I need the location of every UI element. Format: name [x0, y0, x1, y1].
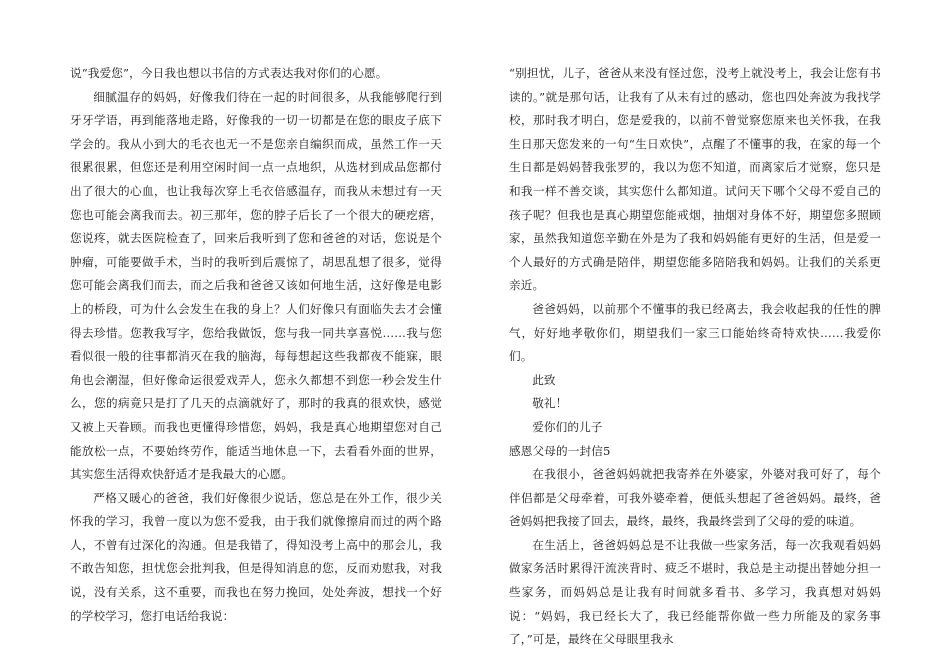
paragraph-housework: 在生活上，爸爸妈妈总是不让我做一些家务活，每一次我观看妈妈做家务活时累得汗流浃背时、疲乏不堪时，我总是主动提出替她分担一些家务，而妈妈总是让我有时间就多看书、多学习，我真想对妈妈说：“妈妈，我已经长大了，我已经能帮你做一些力所能及的家务事了，”可是，最终在父母眼里我永	[509, 537, 881, 647]
paragraph-mother: 细腻温存的妈妈，好像我们待在一起的时间很多，从我能够爬行到牙牙学语，再到能落地走路，好像我的一切一切都是在您的眼皮子底下学会的。我从小到大的毛衣也无一不是您亲自编织而成，虽然工作一天很累很累，但您还是利用空闲时间一点一点地织，从选材到成品您都付出了很大的心血，也让我每次穿上毛衣倍感温存，而我从未想过有一天您也可能会离我而去。初三那年，您的脖子后长了一个很大的硬疙瘩，您说疼，就去医院检查了，回来后我听到了您和爸爸的对话，您说是个肿瘤，可能要做手术，当时的我听到后震惊了，胡思乱想了很多，觉得您可能会离我们而去，而之后我和爸爸又该如何地生活，这好像是电影上的桥段，可为什么会发生在我的身上？人们好像只有面临失去才会懂得去珍惜。您教我写字，您给我做饭，您与我一同共享喜悦……我与您看似很一般的往事都消灭在我的脑海，每每想起这些我都夜不能寐，眼角也会潮湿，但好像命运很爱戏弄人，您永久都想不到您一秒会发生什么，您的病竟只是打了几天的点滴就好了，那时的我真的很欢快，感觉又被上天眷顾。而我也更懂得珍惜您，妈妈，我是真心地期望您对自己能放松一点，不要始终劳作，能适当地休息一下，去看看外面的世界，其实您生活得欢快舒适才是我最大的心愿。	[70, 89, 442, 482]
signature-line: 爱你们的儿子	[532, 419, 603, 434]
salutation-cizhi: 此致	[532, 372, 556, 387]
paragraph-childhood: 在我很小，爸爸妈妈就把我寄养在外婆家，外婆对我可好了，每个伴侣都是父母牵着，可我外婆牵着，便低头想起了爸爸妈妈。最终，爸爸妈妈把我接了回去，最终，最终，我最终尝到了父母的爱的味道。	[509, 467, 881, 529]
letter-heading: 感恩父母的一封信5	[509, 443, 611, 458]
salutation-jingli: 敬礼！	[532, 396, 568, 411]
paragraph-closing-statement: 爸爸妈妈，以前那个不懂事的我已经离去，我会收起我的任性的脾气，好好地孝敬你们，期望我们一家三口能始终奇特欢快……我爱你们。	[509, 301, 881, 364]
paragraph-father-continued: “别担忧，儿子，爸爸从来没有怪过您，没考上就没考上，我会让您有书读的。”就是那句话，让我有了从未有过的感动，您也四处奔波为我找学校，那时我才明白，您是爱我的，以前不曾觉察您原来也关怀我，在我生日那天您发来的一句“生日欢快”，点醒了不懂事的我，在家的每一个生日都是妈妈替我张罗的，我以为您不知道，而离家后才觉察，您只是和我一样不善交谈，其实您什么都知道。试问天下哪个父母不爱自己的孩子呢？但我也是真心期望您能戒烟，抽烟对身体不好，期望您多照顾家，虽然我知道您辛勤在外是为了我和妈妈能有更好的生活，但是爱一个人最好的方式确是陪伴，期望您能多陪陪我和妈妈。让我们的关系更亲近。	[509, 66, 881, 293]
paragraph-father: 严格又暖心的爸爸，我们好像很少说话，您总是在外工作，很少关怀我的学习，我曾一度以为您不爱我，由于我们就像擦肩而过的两个路人，不曾有过深化的沟通。但是我错了，得知没考上高中的那会儿，我不敢告知您，担忧您会批判我，但是得知消息的您，反而劝慰我，对我说，没有关系，这不重要，而我也在努力挽回，处处奔波，想找一个好的学校学习，您打电话给我说：	[70, 490, 442, 623]
paragraph-intro-continued: 说“我爱您”，今日我也想以书信的方式表达我对你们的心愿。	[70, 66, 388, 80]
right-column	[509, 62, 881, 652]
left-column	[70, 62, 442, 628]
